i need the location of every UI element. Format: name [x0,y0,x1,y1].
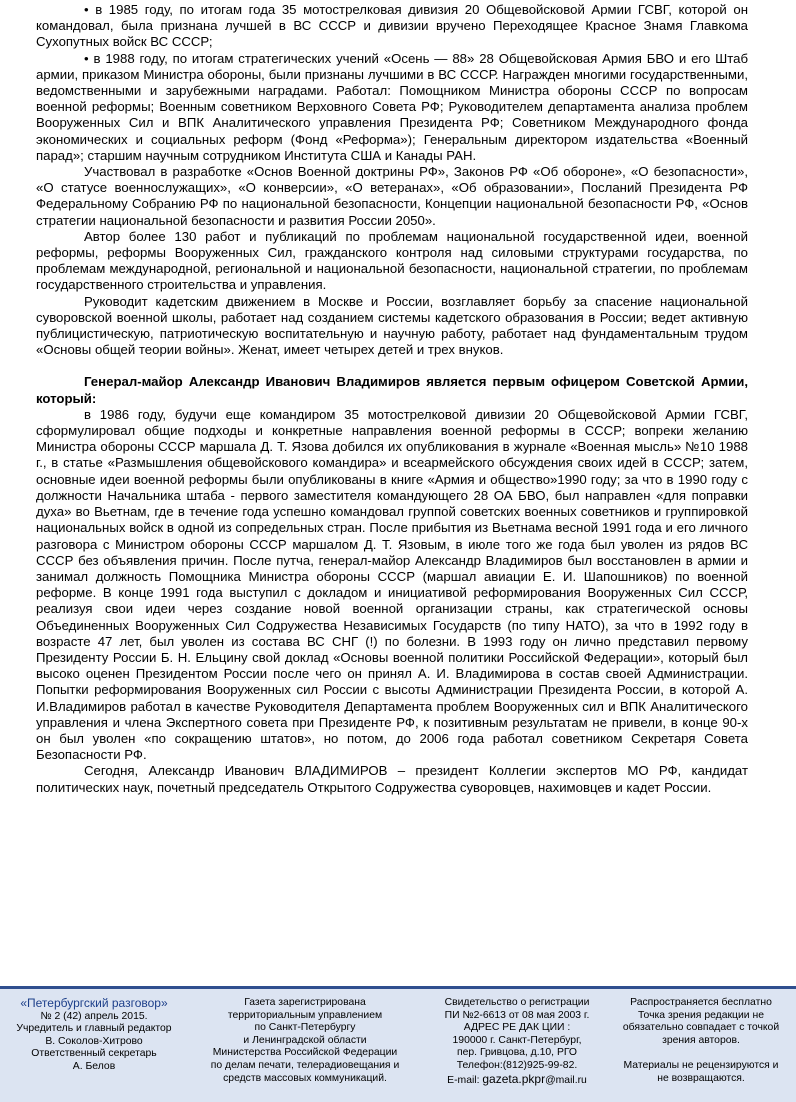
imprint-line: Распространяется бесплатно [630,997,772,1008]
imprint-line: Точка зрения редакции не [638,1009,764,1021]
paragraph: Руководит кадетским движением в Москве и России, возглавляет борьбу за спасение национальной суворовской военной школы, работает над созданием системы кадетского образования в России; ведет активную публицистическую, патриотическую воспитательную и научную работу, работает над фундаментальным трудом «Основы общей теории войны». Женат, имеет четырех детей и трех внуков. [36,293,748,358]
newspaper-imprint-footer [0,986,796,1102]
paragraph: в 1986 году, будучи еще командиром 35 мотострелковой дивизии 20 Общевойсковой Армии ГСВГ, сформулировал общие подходы и конкретные направления военной реформы в СССР; вопреки желанию Министра обороны СССР маршала Д. Т. Язова добился их опубликования в журнале «Военная мысль» №10 1988 г., в статье «Размышления общевойскового командира» и всеармейского обсуждения своих идей в СССР; затем, основные идеи военной реформы были опубликованы в книге «Армия и общество»1990 году; за что в 1990 году с должности Начальника штаба - первого заместителя командующего 28 ОА БВО, был направлен «для поправки духа» во Вьетнам, где в течение года успешно командовал группой советских военных советников и группировкой национальных войск в одной из сопредельных стран. После прибытия из Вьетнама весной 1991 года и его личного разговора с Министром обороны СССР маршалом Д. Т. Язовым, в июле того же года был уволен из рядов ВС СССР без объявления причин. После путча, генерал-майор Александр Владимиров был восстановлен в армии и занимал должность Помощника Министра обороны СССР (маршал авиации Е. И. Шапошников) по военной реформе. В конце 1991 года выступил с докладом и инициативой реформирования Вооруженных Сил СССР, реализуя свои идеи через создание новой военной организации страны, как стратегической основы Объединенных Вооруженных Сил Содружества Независимых Государств (по типу НАТО), за что в 1992 году в возрасте 47 лет, был уволен из состава ВС СНГ (!) по болезни. В 1993 году он лично представил первому Президенту России Б. Н. Ельцину свой доклад «Основы военной политики Российской Федерации», который был высоко оценен Президентом России после чего он принял А. И. Владимирова в состав своей Администрации. Попытки реформирования Вооруженных сил России с высоты Администрации Президента России, в которой А. И.Владимиров работал в качестве Руководителя Департамента проблем Вооруженных сил и ВПК Аналитического управления и члена Экспертного совета при Президенте РФ, к позитивным результатам не привели, в конце 90-х он был уволен «по сокращению штатов», но потом, до 2006 года работал советником Секретаря Совета Безопасности РФ. [36,406,748,763]
imprint-line: не возвращаются. [657,1072,745,1084]
imprint-line: по делам печати, телерадиовещания и [210,1059,400,1071]
imprint-line: Министерства Российской Федерации [212,1047,398,1059]
imprint-line: Газета зарегистрирована [244,997,366,1008]
imprint-line: № 2 (42) апрель 2015. [40,1010,148,1022]
imprint-line: средств массовых коммуникаций. [223,1072,387,1084]
imprint-line: и Ленинградской области [243,1034,367,1046]
newspaper-name: «Петербургский разговор» [20,996,168,1010]
imprint-line: территориальным управлением [227,1009,383,1021]
imprint-line: обязательно совпадает с точкой [622,1022,780,1034]
email-domain: @mail.ru [545,1074,587,1086]
imprint-line: пер. Гривцова, д.10, РГО [456,1047,577,1059]
paragraph: Участвовал в разработке «Основ Военной доктрины РФ», Законов РФ «Об обороне», «О безопасности», «О статусе военнослужащих», «О конверсии», «О ветеранах», «Об образовании», Посланий Президента РФ Федеральному Собранию РФ по национальной безопасности, Концепции национальной безопасности РФ, «Основ стратегии национальной безопасности и развития России 2050». [36,164,748,228]
imprint-disclaimer [612,997,790,1085]
imprint-publisher [8,997,180,1074]
imprint-line: по Санкт-Петербургу [254,1022,356,1034]
imprint-line: Ответственный секретарь [31,1048,157,1060]
imprint-line: зрения авторов. [662,1034,740,1046]
imprint-line: 190000 г. Санкт-Петербург, [452,1034,582,1046]
imprint-contacts [428,997,606,1087]
imprint-line: Телефон:(812)925-99-82. [456,1059,578,1071]
imprint-line: Свидетельство о регистрации [444,997,590,1008]
paragraph: Сегодня, Александр Иванович ВЛАДИМИРОВ – президент Коллегии экспертов МО РФ, кандидат политических наук, почетный председатель Открытого Содружества суворовцев, нахимовцев и кадет России. [36,763,748,795]
imprint-line: В. Соколов-Хитрово [45,1035,143,1047]
imprint-line: ПИ №2-6613 от 08 мая 2003 г. [444,1009,590,1021]
section-heading: Генерал-майор Александр Иванович Владимиров является первым офицером Советской Армии, который: [36,374,748,406]
paragraph: • в 1985 году, по итогам года 35 мотострелковая дивизия 20 Общевойсковой Армии ГСВГ, которой он командовал, была признана лучшей в ВС СССР и дивизии вручено Переходящее Красное Знамя Главкома Сухопутных войск ВС СССР; [36,2,748,50]
imprint-line [612,1047,790,1060]
paragraph: Автор более 130 работ и публикаций по проблемам национальной государственной идеи, военной реформы, реформы Вооруженных Сил, гражданского контроля над силовыми структурами государства, по проблемам международной, региональной и национальной безопасности, национальной стратегии, по проблемам государственного строительства и управления. [36,228,748,293]
article-body [36,2,748,796]
imprint-line: АДРЕС РЕ ДАК ЦИИ : [463,1022,571,1034]
imprint-line: Материалы не рецензируются и [623,1059,779,1071]
email-link[interactable]: gazeta.pkpr [482,1071,546,1086]
imprint-line: А. Белов [72,1060,116,1072]
imprint-line: Учредитель и главный редактор [16,1023,172,1035]
email-line [428,1073,606,1088]
email-label: E-mail: [447,1074,483,1086]
paragraph: • в 1988 году, по итогам стратегических учений «Осень — 88» 28 Общевойсковая Армия БВО и его Штаб армии, приказом Министра обороны, были признаны лучшими в ВС СССР. Награжден многими государственными, ведомственными и зарубежными наградами. Работал: Помощником Министра обороны СССР по вопросам военной реформы; Военным советником Верховного Совета РФ; Руководителем департамента анализа проблем Вооруженных Сил и ВПК Аналитического управления Президента РФ; Советником Международного фонда экономических и социальных реформ (Фонд «Реформа»); Генеральным директором издательства «Военный парад»; старшим научным сотрудником Института США и Канады РАН. [36,50,748,163]
imprint-registration [196,997,414,1085]
